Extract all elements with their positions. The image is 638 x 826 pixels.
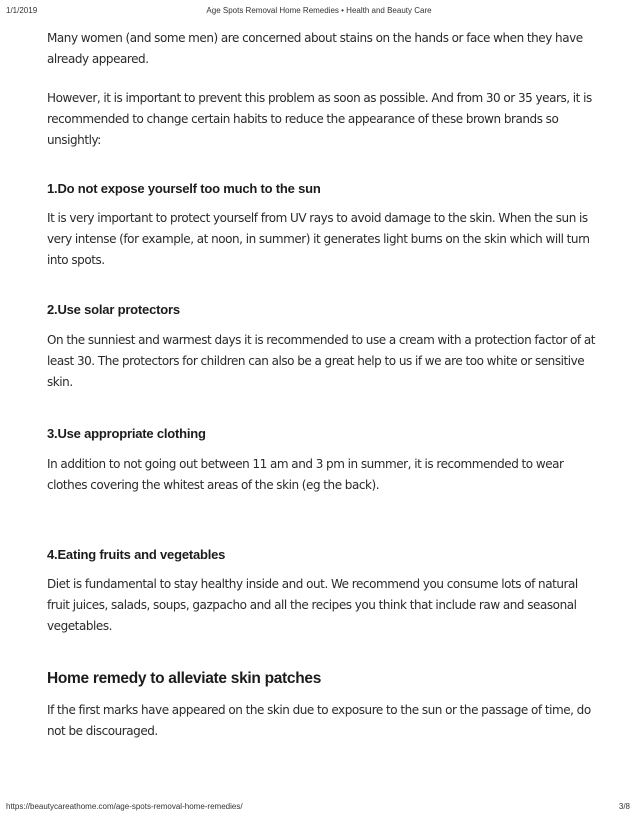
print-page-title: Age Spots Removal Home Remedies • Health and Beauty Care [206,6,432,15]
section-text-1: It is very important to protect yourself from UV rays to avoid damage to the skin. When the sun is very intense (for example, at noon, in summer) it generates light burns on the skin which will turn into spots. [47,211,590,267]
section-heading-2: 2.Use solar protectors [47,302,180,317]
section-heading-1: 1.Do not expose yourself too much to the sun [47,181,321,196]
section-text-3: In addition to not going out between 11 am and 3 pm in summer, it is recommended to wear clothes covering the whitest areas of the skin (eg the back). [47,457,564,492]
source-url: https://beautycareathome.com/age-spots-removal-home-remedies/ [6,802,243,811]
remedy-heading: Home remedy to alleviate skin patches [47,670,322,687]
remedy-paragraph: If the first marks have appeared on the skin due to exposure to the sun or the passage of time, do not be discouraged. [47,703,591,738]
intro-paragraph-1: Many women (and some men) are concerned about stains on the hands or face when they have already appeared. [47,31,583,66]
section-text-2: On the sunniest and warmest days it is recommended to use a cream with a protection factor of at least 30. The protectors for children can also be a great help to us if we are too white or sensitive skin. [47,333,595,389]
page-number: 3/8 [618,802,630,811]
section-text-4: Diet is fundamental to stay healthy inside and out. We recommend you consume lots of natural fruit juices, salads, soups, gazpacho and all the recipes you think that include raw and seasonal vegetables. [47,577,578,633]
print-footer [0,802,638,814]
intro-paragraph-2: However, it is important to prevent this problem as soon as possible. And from 30 or 35 years, it is recommended to change certain habits to reduce the appearance of these brown brands so unsightly: [47,91,592,147]
section-heading-3: 3.Use appropriate clothing [47,426,206,441]
section-heading-4: 4.Eating fruits and vegetables [47,547,226,562]
print-date: 1/1/2019 [6,6,38,15]
print-header [0,6,638,18]
